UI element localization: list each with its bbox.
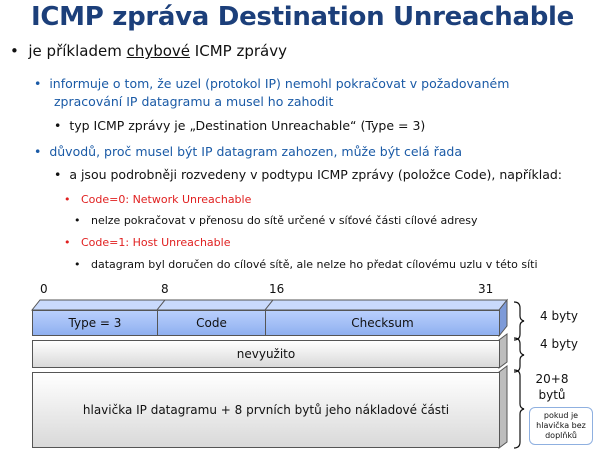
bullet-text: je příkladem	[28, 42, 127, 60]
bullet-text: typ ICMP zprávy je „Destination Unreachable“ (Type = 3)	[69, 118, 426, 133]
bullet-dot-icon: •	[54, 118, 70, 133]
bullet-text: Code=0: Network Unreachable	[80, 193, 252, 206]
size-row3-line2: bytů	[538, 388, 566, 402]
bullet-dot-icon: •	[64, 236, 81, 249]
size-row3-line1: 20+8	[535, 372, 569, 386]
size-row2: 4 byty	[540, 337, 578, 351]
bullet-underlined-word: chybové	[126, 42, 191, 60]
callout-line: doplňků	[545, 431, 577, 440]
field-checksum: Checksum	[265, 310, 500, 336]
bullet-text: nelze pokračovat v přenosu do sítě určené v síťové části cílové adresy	[90, 214, 478, 227]
row3-right-face	[499, 366, 507, 448]
bullet-text: informuje o tom, že uzel (protokol IP) nemohl pokračovat v požadovaném	[49, 76, 510, 91]
bullet-text: Code=1: Host Unreachable	[80, 236, 231, 249]
code-top-face	[157, 300, 273, 310]
bullet-dot-icon: •	[54, 167, 70, 182]
row2-brace	[514, 338, 524, 372]
bullet-dot-icon: •	[74, 258, 91, 271]
bullet-dot-icon: •	[34, 76, 50, 91]
bit-label-31: 31	[478, 282, 494, 296]
callout-line: pokud je	[543, 411, 579, 420]
type-top-face	[32, 300, 165, 310]
field-code: Code	[157, 310, 266, 336]
bullet-text: ICMP zprávy	[190, 42, 287, 60]
bullet-dot-icon: •	[74, 214, 91, 227]
row2-right-face	[499, 334, 507, 368]
checksum-top-face	[265, 300, 507, 310]
bit-label-16: 16	[269, 282, 285, 296]
bullet-text: datagram byl doručen do cílové sítě, ale nelze ho předat cílovému uzlu v této síti	[90, 258, 538, 271]
bullet-text: a jsou podrobněji rozvedeny v podtypu ICMP zprávy (položce Code), například:	[69, 167, 563, 182]
bullet-informs-line2: zpracování IP datagramu a musel ho zahodit	[54, 94, 334, 109]
field-ip-header: hlavička IP datagramu + 8 prvních bytů jeho nákladové části	[32, 372, 500, 448]
callout-line: hlavička bez	[536, 421, 586, 430]
size-row1: 4 byty	[540, 309, 578, 323]
bit-label-0: 0	[40, 282, 48, 296]
row1-brace	[514, 302, 524, 340]
slide-title: ICMP zpráva Destination Unreachable	[31, 2, 574, 32]
bullet-dot-icon: •	[34, 144, 50, 159]
field-unused: nevyužito	[32, 340, 500, 368]
bullet-dot-icon: •	[10, 42, 29, 60]
bullet-dot-icon: •	[64, 193, 81, 206]
row3-brace	[514, 370, 524, 448]
bullet-text: důvodů, proč musel být IP datagram zahozen, může být celá řada	[49, 144, 463, 159]
bit-label-8: 8	[161, 282, 169, 296]
callout-no-options	[529, 407, 593, 445]
field-type: Type = 3	[32, 310, 158, 336]
